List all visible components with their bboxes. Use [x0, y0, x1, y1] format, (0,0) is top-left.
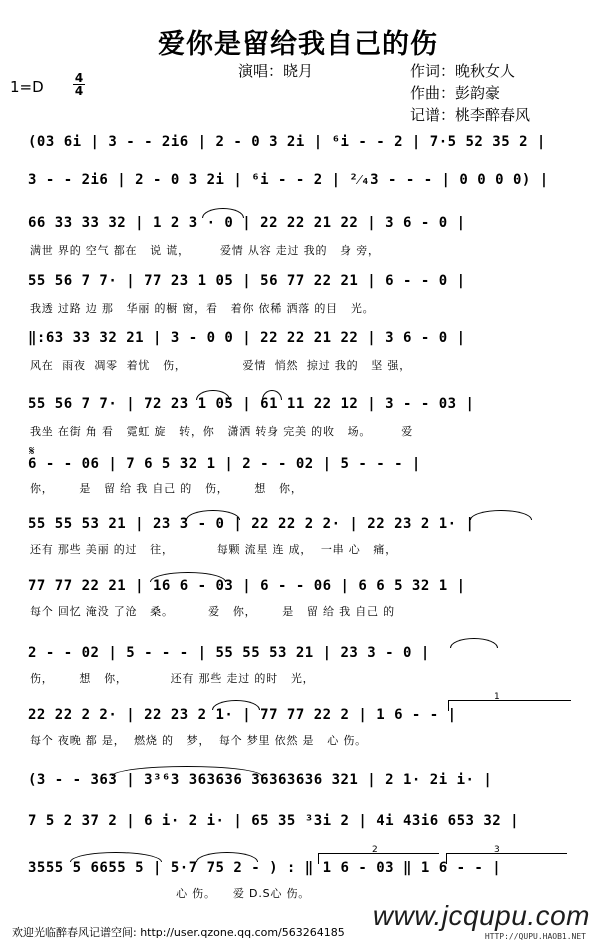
singer-credit: 演唱：晓月 — [238, 62, 314, 80]
volta-bracket-1 — [448, 700, 571, 711]
lyric-line-9: 每个 回忆 淹没 了沧 桑。 爱 你， 是 留 给 我 自己 的 — [30, 605, 395, 618]
key-signature: 1=D — [10, 78, 44, 96]
page-title: 爱你是留给我自己的伤 — [158, 29, 438, 60]
time-signature — [72, 72, 86, 97]
tie-mark — [196, 390, 230, 400]
time-signature-top: 4 — [74, 71, 84, 85]
volta-bracket-2 — [318, 853, 439, 864]
volta-bracket-3 — [446, 853, 567, 864]
lyric-line-14: 心 伤。 爱 D.S心 伤。 — [30, 887, 311, 900]
watermark-subtitle: HTTP://QUPU.HAOB1.NET — [484, 932, 586, 941]
lyric-line-11: 每个 夜晚 都 是， 燃烧 的 梦， 每个 梦里 依然 是 心 伤。 — [30, 734, 367, 747]
lyric-line-4: 我透 过路 边 那 华丽 的橱 窗，看 着你 依稀 洒落 的目 光。 — [30, 302, 375, 315]
music-line-8: 55 55 53 21 | 23 3 - 0 | 22 22 2 2· | 22 23 2 1· | — [28, 516, 475, 532]
music-line-11: 22 22 2 2· | 22 23 2 1· | 77 77 22 2 | 1 6 - - | — [28, 707, 457, 723]
tie-mark — [196, 852, 258, 862]
lyric-line-7: 你， 是 留 给 我 自己 的 伤， 想 你， — [30, 482, 303, 495]
volta-number-2: 2 — [372, 845, 378, 855]
lyricist-credit: 作词：晚秋女人 — [410, 62, 516, 80]
music-line-4: 55 56 7 7· | 77 23 1 05 | 56 77 22 21 | 6 - - 0 | — [28, 273, 466, 289]
tie-mark — [112, 766, 262, 776]
composer-credit: 作曲：彭韵豪 — [410, 84, 501, 102]
music-line-10: 2 - - 02 | 5 - - - | 55 55 53 21 | 23 3 - 0 | — [28, 645, 430, 661]
music-line-12: (3 - - 363 | 3³⁶3 363636 36363636 321 | 2 1· 2i i· | — [28, 772, 493, 788]
music-line-14: 3555 5 6655 5 | 5·7 75 2 - ) : ‖ 1 6 - 03 ‖ 1 6 - - | — [28, 860, 502, 876]
tie-mark — [212, 700, 260, 710]
music-line-3: 66 33 33 32 | 1 2 3 · 0 | 22 22 21 22 | 3 6 - 0 | — [28, 215, 466, 231]
music-line-9: 77 77 22 21 | 16 6 - 03 | 6 - - 06 | 6 6 5 32 1 | — [28, 578, 466, 594]
tie-mark — [70, 852, 162, 862]
watermark-logo: www.jcqupu.com — [372, 900, 590, 931]
music-line-6: 55 56 7 7· | 72 23 1 05 | 61 11 22 12 | 3 - - 03 | — [28, 396, 475, 412]
tie-mark — [202, 208, 244, 218]
lyric-line-3: 满世 界的 空气 都在 说 谎， 爱情 从容 走过 我的 身 旁， — [30, 244, 380, 257]
volta-number-1: 1 — [494, 692, 500, 702]
time-signature-bottom: 4 — [74, 84, 84, 98]
tie-mark — [186, 510, 240, 520]
footer-text: 欢迎光临醉春风记谱空间: http://user.qzone.qq.com/563264185 — [12, 926, 345, 939]
transcriber-credit: 记谱：桃李醉春风 — [410, 106, 531, 124]
segno-sign: 𝄋 — [29, 444, 35, 459]
music-line-1: (03 6i | 3 - - 2i6 | 2 - 0 3 2i | ⁶i - - 2 | 7·5 52 35 2 | — [28, 134, 546, 150]
music-line-7: 6 - - 06 | 7 6 5 32 1 | 2 - - 02 | 5 - - - | — [28, 456, 421, 472]
tie-mark — [150, 572, 226, 582]
lyric-line-8: 还有 那些 美丽 的过 往， 每颗 流星 连 成， 一串 心 痛， — [30, 543, 398, 556]
music-line-5: ‖:63 33 32 21 | 3 - 0 0 | 22 22 21 22 | 3 6 - 0 | — [28, 330, 466, 346]
tie-mark — [470, 510, 532, 520]
lyric-line-10: 伤， 想 你， 还有 那些 走过 的时 光， — [30, 672, 315, 685]
lyric-line-6: 我坐 在街 角 看 霓虹 旋 转，你 潇洒 转身 完美 的收 场。 爱 — [30, 425, 414, 438]
tie-mark — [450, 638, 498, 648]
music-line-13: 7 5 2 37 2 | 6 i· 2 i· | 65 35 ³3i 2 | 4i 43i6 653 32 | — [28, 813, 520, 829]
volta-number-3: 3 — [494, 845, 500, 855]
music-line-2: 3 - - 2i6 | 2 - 0 3 2i | ⁶i - - 2 | ²⁄₄3 - - - | 0 0 0 0) | — [28, 172, 549, 188]
tie-mark — [262, 390, 282, 400]
lyric-line-5: 风在 雨夜 凋零 着忧 伤， 爱情 悄然 掠过 我的 坚 强， — [30, 359, 411, 372]
